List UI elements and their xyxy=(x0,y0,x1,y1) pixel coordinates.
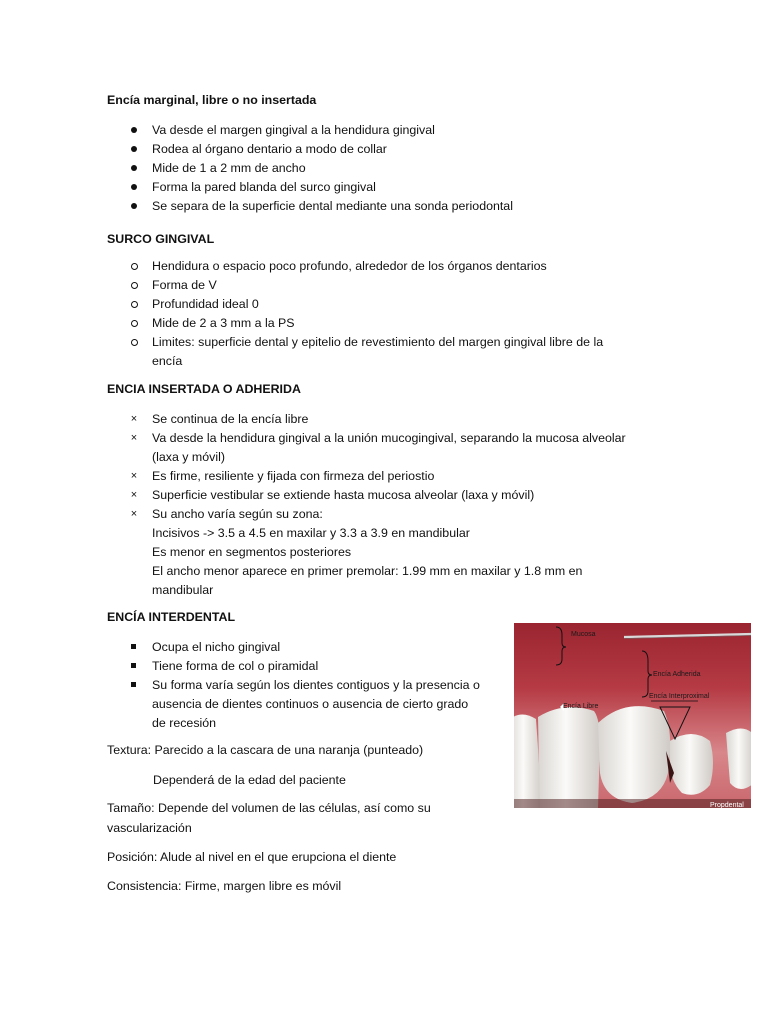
heading-encia-interdental: ENCÍA INTERDENTAL xyxy=(107,610,236,624)
paragraph-textura: Textura: Parecido a la cascara de una naranja (punteado) xyxy=(107,743,424,757)
list-item: × Es firme, resiliente y fijada con firmeza del periostio xyxy=(107,467,667,486)
list-encia-interdental xyxy=(107,638,517,733)
bullet-x-icon: × xyxy=(130,432,138,444)
list-item: × Se continua de la encía libre xyxy=(107,410,667,429)
list-item: Se separa de la superficie dental mediante una sonda periodontal xyxy=(152,199,513,213)
paragraph-consistencia: Consistencia: Firme, margen libre es móvil xyxy=(107,879,342,893)
heading-encia-insertada: ENCIA INSERTADA O ADHERIDA xyxy=(107,382,301,396)
bullet-x-icon: × xyxy=(130,489,138,501)
paragraph-textura-note: Dependerá de la edad del paciente xyxy=(153,773,346,787)
heading-encia-marginal: Encía marginal, libre o no insertada xyxy=(107,93,317,107)
list-item-continuation: El ancho menor aparece en primer premolar: 1.99 mm en maxilar y 1.8 mm en xyxy=(152,564,583,578)
gum-anatomy-illustration xyxy=(514,623,751,808)
list-item: × Su ancho varía según su zona: xyxy=(107,505,667,524)
list-item: Rodea al órgano dentario a modo de collar xyxy=(152,142,387,156)
list-item: Ocupa el nicho gingival xyxy=(152,640,281,654)
list-encia-marginal xyxy=(107,121,667,216)
list-item: Forma de V xyxy=(152,278,217,292)
label-mucosa: Mucosa xyxy=(571,631,596,638)
list-item-continuation: Es menor en segmentos posteriores xyxy=(152,545,352,559)
list-item: × Superficie vestibular se extiende hasta mucosa alveolar (laxa y móvil) xyxy=(107,486,667,505)
gum-anatomy-photo xyxy=(514,623,751,808)
list-item-continuation: de recesión xyxy=(152,716,217,730)
list-item: Mide de 2 a 3 mm a la PS xyxy=(152,316,295,330)
paragraph-posicion: Posición: Alude al nivel en el que erupciona el diente xyxy=(107,850,397,864)
list-item: Limites: superficie dental y epitelio de revestimiento del margen gingival libre de la xyxy=(152,335,604,349)
label-encia-adherida: Encía Adherida xyxy=(653,671,701,678)
label-encia-libre: Encía Libre xyxy=(563,703,599,710)
list-item-continuation: encía xyxy=(152,354,183,368)
list-item: Mide de 1 a 2 mm de ancho xyxy=(152,161,306,175)
brand-watermark: Propdental xyxy=(710,802,744,808)
bullet-x-icon: × xyxy=(130,413,138,425)
list-item-continuation: mandibular xyxy=(152,583,214,597)
list-item: Va desde el margen gingival a la hendidura gingival xyxy=(152,123,435,137)
heading-surco-gingival: SURCO GINGIVAL xyxy=(107,232,215,246)
label-encia-interproximal: Encía Interproximal xyxy=(649,693,710,700)
list-item: Hendidura o espacio poco profundo, alrededor de los órganos dentarios xyxy=(152,259,547,273)
paragraph-tamano-line-2: vascularización xyxy=(107,821,192,835)
list-item: Profundidad ideal 0 xyxy=(152,297,259,311)
list-item: Tiene forma de col o piramidal xyxy=(152,659,319,673)
list-item: Forma la pared blanda del surco gingival xyxy=(152,180,376,194)
list-item-continuation: ausencia de dientes continuos o ausencia de cierto grado xyxy=(152,697,469,711)
list-item: Su forma varía según los dientes contiguos y la presencia o xyxy=(152,678,480,692)
bullet-x-icon: × xyxy=(130,470,138,482)
paragraph-tamano-line-1: Tamaño: Depende del volumen de las células, así como su xyxy=(107,801,431,815)
list-item-continuation: (laxa y móvil) xyxy=(152,450,225,464)
list-encia-insertada xyxy=(107,410,667,600)
list-item-continuation: Incisivos -> 3.5 a 4.5 en maxilar y 3.3 a 3.9 en mandibular xyxy=(152,526,470,540)
list-item: × Va desde la hendidura gingival a la unión mucogingival, separando la mucosa alveolar xyxy=(107,429,667,448)
bullet-x-icon: × xyxy=(130,508,138,520)
list-surco-gingival xyxy=(107,257,667,371)
